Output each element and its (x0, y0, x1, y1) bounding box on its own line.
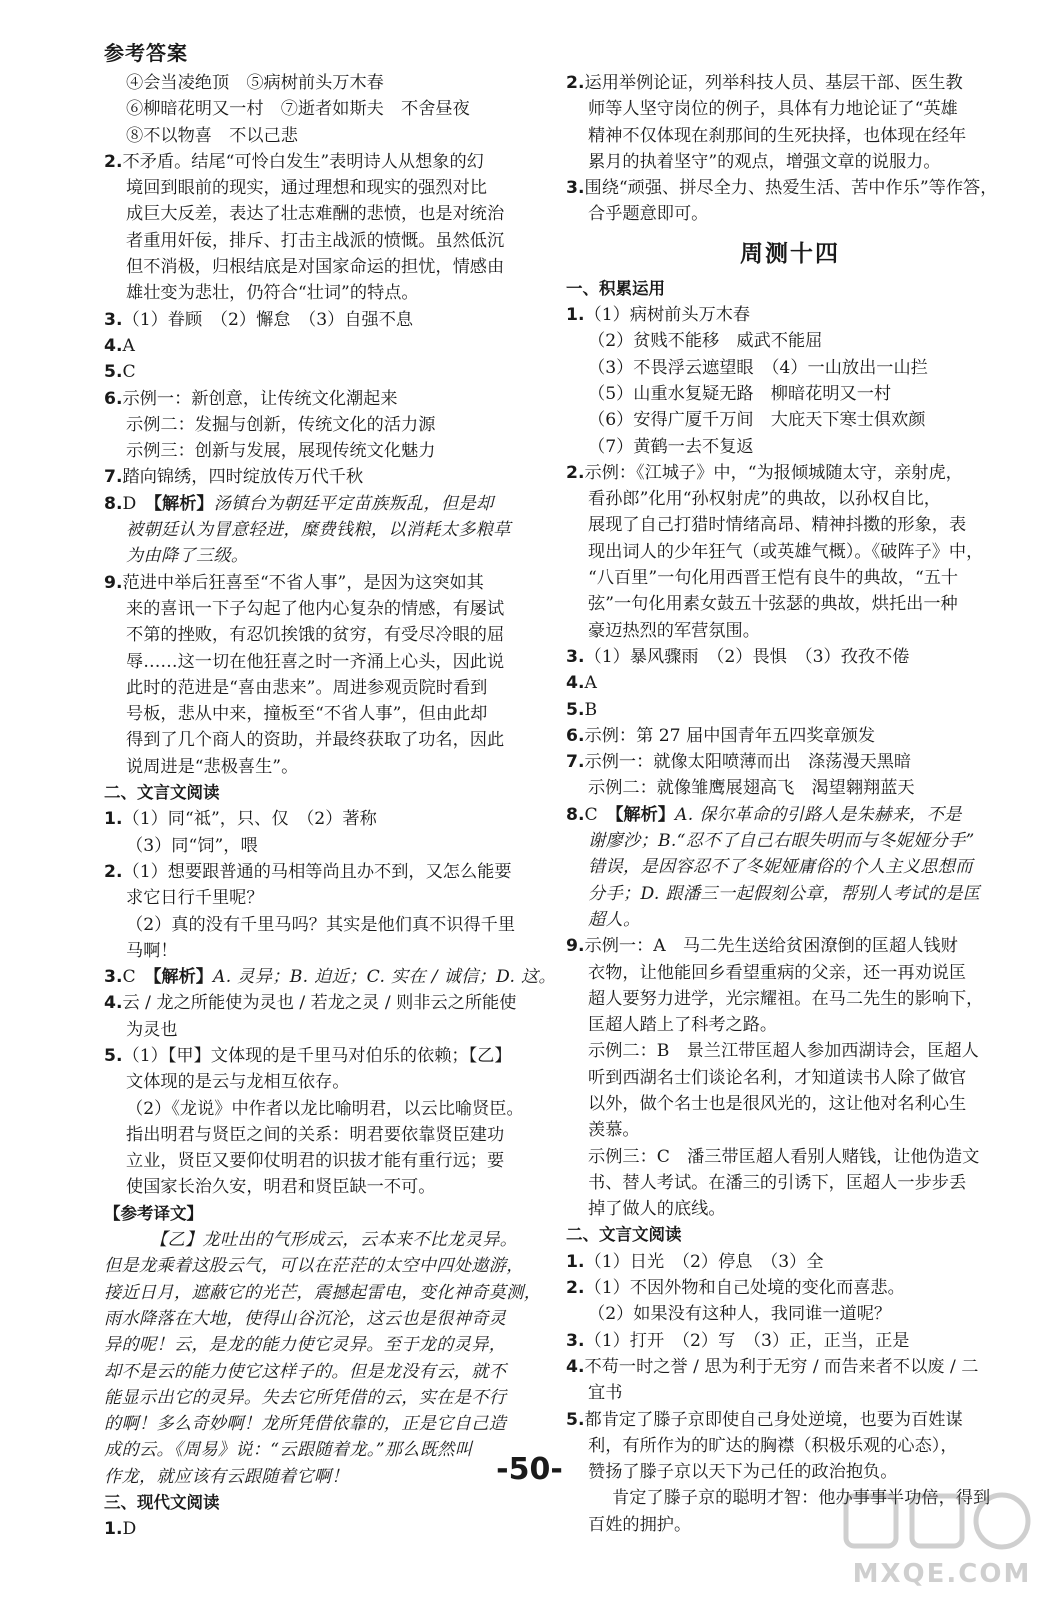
answer-text: 境回到眼前的现实，通过理想和现实的强烈对比 (126, 178, 487, 199)
text-line (566, 644, 1014, 670)
answer-text: 超人要努力进学，光宗耀祖。在马二先生的影响下， (588, 988, 984, 1009)
italic-note: 能显示出它的灵异。失去它所凭借的云，实在是不行 (104, 1387, 507, 1408)
italic-note: 谢廖沙；B.“忍不了自己右眼失明而与冬妮娅分手” (588, 831, 975, 852)
page-header-title: 参考答案 (104, 41, 188, 65)
text-line (104, 228, 546, 254)
answer-text: 示例二：B 景兰江带匡超人参加西湖诗会，匡超人 (588, 1041, 979, 1062)
section-title: 【参考译文】 (104, 1203, 203, 1223)
question-number: 1. (566, 305, 585, 326)
text-line (104, 570, 546, 596)
text-line (104, 491, 546, 517)
text-line (566, 1328, 1014, 1354)
answer-text: 豪迈热烈的军营氛围。 (588, 620, 760, 641)
text-line (566, 201, 1014, 227)
text-line (104, 1306, 546, 1332)
italic-note: 接近日月，遮蔽它的光芒，震撼起雷电，变化神奇莫测， (104, 1282, 542, 1303)
text-line (566, 1354, 1014, 1380)
text-line (566, 96, 1014, 122)
italic-note: 但是龙乘着这股云气，可以在茫茫的太空中四处遨游， (104, 1256, 524, 1277)
answer-text: 看孙郎”化用“孙权射虎”的典故，以孙权自比， (588, 489, 941, 510)
answer-text: 示例一：新创意，让传统文化潮起来 (122, 388, 398, 409)
italic-note: 成的云。《周易》说：“云跟随着龙。”那么既然叫 (104, 1440, 473, 1461)
answer-text: 说周进是“悲极喜生”。 (126, 756, 299, 777)
answer-text: 范进中举后狂喜至“不省人事”，是因为这突如其 (122, 572, 484, 593)
answer-text: （2）真的没有千里马吗？其实是他们真不识得千里 (126, 914, 516, 935)
text-line (566, 775, 1014, 801)
answer-text: 弦”一句化用素女鼓五十弦瑟的典故，烘托出一种 (588, 594, 958, 615)
text-line (104, 859, 546, 885)
question-number: 4. (566, 673, 585, 694)
text-line (566, 486, 1014, 512)
answer-text: （2）如果没有这种人，我同谁一道呢？ (588, 1304, 892, 1325)
answer-text: 来的喜讯一下子勾起了他内心复杂的情感，有屡试 (126, 598, 505, 619)
section-title: 三、现代文阅读 (104, 1493, 220, 1513)
text-line (566, 960, 1014, 986)
answer-text: 马啊！ (126, 940, 178, 961)
answer-text: A (122, 335, 135, 356)
text-line (566, 1117, 1014, 1143)
answer-text: （1）同“祗”，只、仅 （2）著称 (122, 809, 377, 830)
answer-text: B (584, 699, 598, 720)
question-number: 9. (104, 572, 123, 593)
text-line (104, 1385, 546, 1411)
answer-text: 不第的挫败，有忍饥挨饿的贫穷，有受尽冷眼的屈 (126, 625, 505, 646)
svg-text:MXQE.COM: MXQE.COM (852, 1559, 1032, 1589)
answer-text: C (122, 362, 136, 383)
question-number: 3. (104, 309, 123, 330)
answer-text: （2）贫贱不能移 威武不能屈 (588, 331, 823, 352)
right-column (566, 70, 1014, 1538)
answer-text: （1）不因外物和自己处境的变化而喜悲。 (584, 1278, 905, 1299)
text-line (566, 434, 1014, 460)
answer-text: D (122, 1519, 137, 1540)
text-line (104, 149, 546, 175)
analysis-tag: 【解析】 (614, 804, 675, 825)
text-line (104, 649, 546, 675)
text-line (566, 1091, 1014, 1117)
answer-text: （1）【甲】文体现的是千里马对伯乐的依赖；【乙】 (122, 1045, 512, 1066)
italic-note: 雨水降落在大地，使得山谷沉沦，这云也是很神奇灵 (104, 1308, 507, 1329)
answer-text: 此时的范进是“喜由悲来”。周进参观贡院时看到 (126, 677, 488, 698)
text-line (104, 754, 546, 780)
answer-text: （1）想要跟普通的马相等尚且办不到，又怎么能要 (122, 861, 512, 882)
answer-text: 踏向锦绣，四时绽放传万代千秋 (122, 467, 364, 488)
text-line (104, 1411, 546, 1437)
question-number: 2. (104, 151, 123, 172)
text-line (104, 1516, 546, 1542)
answer-text: C (122, 967, 153, 988)
text-line (104, 201, 546, 227)
question-number: 4. (104, 335, 123, 356)
question-number: 5. (566, 1409, 585, 1430)
section-heading (104, 1490, 546, 1516)
text-line (104, 1148, 546, 1174)
text-line (104, 964, 557, 990)
section-heading (566, 276, 1014, 302)
text-line (104, 675, 546, 701)
text-line (566, 565, 1014, 591)
text-line (566, 1249, 1014, 1275)
text-line (566, 1196, 1014, 1222)
italic-note: 分手；D. 跟潘三一起假刻公章，帮别人考试的是匡 (588, 883, 981, 904)
text-line (566, 1144, 1014, 1170)
answer-text: 示例二：就像雏鹰展翅高飞 渴望翱翔蓝天 (588, 778, 915, 799)
text-line (104, 833, 546, 859)
answer-text: 示例：《江城子》中，“为报倾城随太守，亲射虎， (584, 462, 963, 483)
answer-text: （3）不畏浮云遮望眼 （4）一山放出一山拦 (588, 357, 928, 378)
text-line (104, 1096, 546, 1122)
answer-text: 赞扬了滕子京以天下为己任的政治抱负。 (588, 1462, 898, 1483)
text-line (104, 1332, 546, 1358)
italic-note: 汤镇台为朝廷平定苗族叛乱，但是却 (213, 493, 494, 514)
answer-text: 展现了自己打猎时情绪高昂、精神抖擞的形象，表 (588, 515, 967, 536)
answer-text: （1）眷顾 （2）懈怠 （3）自强不息 (122, 309, 414, 330)
question-number: 3. (104, 967, 123, 988)
week-test-title: 周测十四 (740, 240, 840, 267)
text-line (104, 596, 546, 622)
answer-text: （1）日光 （2）停息 （3）全 (584, 1251, 824, 1272)
right-column-body (566, 276, 1014, 1538)
answer-text: 示例二：发掘与创新，传统文化的活力源 (126, 414, 436, 435)
answer-text: 掉了做人的底线。 (588, 1199, 726, 1220)
italic-note: 超人。 (588, 909, 641, 930)
text-line (566, 123, 1014, 149)
question-number: 3. (566, 178, 585, 199)
question-number: 4. (566, 1356, 585, 1377)
text-line (566, 1065, 1014, 1091)
question-number: 7. (566, 752, 585, 773)
answer-text: 云 / 龙之所能使为灵也 / 若龙之灵 / 则非云之所能使 (122, 993, 517, 1014)
answer-text: 运用举例论证，列举科技人员、基层干部、医生教 (584, 73, 963, 93)
answer-text: （6）安得广厦千万间 大庇天下寒士俱欢颜 (588, 410, 926, 431)
text-line (566, 1038, 1014, 1064)
question-number: 2. (566, 1278, 585, 1299)
text-line (104, 280, 546, 306)
answer-text: 都肯定了滕子京即使自己身处逆境，也要为百姓谋 (584, 1409, 963, 1430)
text-line (104, 701, 546, 727)
section-heading (104, 1201, 546, 1227)
question-number: 8. (566, 804, 585, 825)
answer-text: （5）山重水复疑无路 柳暗花明又一村 (588, 383, 892, 404)
text-line (104, 1043, 546, 1069)
question-number: 2. (104, 861, 123, 882)
answer-text: 示例：第 27 届中国青年五四奖章颁发 (584, 725, 876, 746)
answer-text: ⑧不以物喜 不以己悲 (126, 125, 298, 146)
question-number: 2. (566, 73, 585, 93)
answer-text: 宜书 (588, 1383, 623, 1404)
text-line (104, 1174, 546, 1200)
answer-text: （1）病树前头万木春 (584, 305, 751, 326)
text-line (566, 1012, 1014, 1038)
answer-text: （1）暴风骤雨 （2）畏惧 （3）孜孜不倦 (584, 646, 910, 667)
text-line (566, 881, 1014, 907)
answer-text: 合乎题意即可。 (588, 204, 709, 225)
text-line (566, 460, 1014, 486)
text-line (104, 307, 546, 333)
answer-text: 得到了几个商人的资助，并最终获取了功名，因此 (126, 730, 505, 751)
text-line (104, 885, 546, 911)
question-number: 1. (104, 809, 123, 830)
answer-text: 辱……这一切在他狂喜之时一齐涌上心头，因此说 (126, 651, 505, 672)
answer-text: ④会当凌绝顶 ⑤病树前头万木春 (126, 73, 384, 93)
analysis-tag: 【解析】 (153, 493, 214, 514)
answer-text: 使国家长治久安，明君和贤臣缺一不可。 (126, 1177, 436, 1198)
text-line (104, 806, 546, 832)
answer-text: 示例三：创新与发展，展现传统文化魅力 (126, 441, 436, 462)
question-number: 6. (104, 388, 123, 409)
italic-note: A. 保尔革命的引路人是朱赫来，不是 (675, 804, 962, 825)
text-line (566, 1170, 1014, 1196)
question-number: 1. (104, 1519, 123, 1540)
question-number: 4. (104, 993, 123, 1014)
question-number: 9. (566, 936, 585, 957)
text-line (566, 986, 1014, 1012)
answer-text: 围绕“顽强、拼尽全力、热爱生活、苦中作乐”等作答， (584, 178, 998, 199)
question-number: 5. (104, 1045, 123, 1066)
text-line (566, 670, 1014, 696)
text-line (104, 96, 546, 122)
answer-text: （3）同“饲”，喂 (126, 835, 258, 856)
text-line (104, 1359, 546, 1385)
answer-text: 文体现的是云与龙相互依存。 (126, 1072, 350, 1093)
text-line (104, 727, 546, 753)
answer-text: 书、替人考试。在潘三的引诱下，匡超人一步步丢 (588, 1172, 967, 1193)
answer-text: 听到西湖名士们谈论名利，才知道读书人除了做官 (588, 1067, 967, 1088)
section-heading (566, 1222, 1014, 1248)
text-line (566, 1301, 1014, 1327)
text-line (566, 802, 1014, 828)
question-number: 7. (104, 467, 123, 488)
text-line (566, 591, 1014, 617)
text-line (104, 1069, 546, 1095)
answer-text: 利，有所作为的旷达的胸襟（积极乐观的心态）， (588, 1435, 958, 1456)
answer-text: 累月的执着坚守”的观点，增强文章的说服力。 (588, 151, 941, 172)
section-title: 二、文言文阅读 (566, 1225, 682, 1245)
text-line (566, 723, 1014, 749)
analysis-tag: 【解析】 (152, 967, 213, 988)
italic-note: 异的呢！云，是龙的能力使它灵异。至于龙的灵异， (104, 1335, 507, 1356)
text-line (104, 1280, 546, 1306)
text-line (104, 464, 546, 490)
text-line (566, 618, 1014, 644)
text-line (566, 539, 1014, 565)
text-line (566, 512, 1014, 538)
answer-text: 示例三：C 潘三带匡超人看别人赌钱，让他伪造文 (588, 1146, 980, 1167)
text-line (104, 359, 546, 385)
text-line (104, 70, 546, 96)
question-number: 2. (566, 462, 585, 483)
answer-text: 但不消极，归根结底是对国家命运的担忧，情感由 (126, 257, 505, 278)
text-line (104, 938, 546, 964)
italic-note: 为由降了三级。 (126, 546, 249, 567)
text-line (104, 254, 546, 280)
text-line (566, 828, 1014, 854)
question-number: 6. (566, 725, 585, 746)
text-line (104, 412, 546, 438)
text-line (566, 302, 1014, 328)
text-line (566, 933, 1014, 959)
right-column-top (566, 70, 1014, 228)
section-title: 二、文言文阅读 (104, 783, 220, 803)
page-number: -50- (496, 1452, 563, 1487)
text-line (566, 1380, 1014, 1406)
text-line (566, 407, 1014, 433)
question-number: 8. (104, 493, 123, 514)
text-line (104, 386, 546, 412)
text-line (104, 333, 546, 359)
question-number: 3. (566, 646, 585, 667)
text-line (566, 70, 1014, 96)
answer-text: 不矛盾。结尾“可怜白发生”表明诗人从想象的幻 (122, 151, 484, 172)
answer-text: （1）打开 （2）写 （3）正，正当，正是 (584, 1330, 910, 1351)
text-line (566, 1407, 1014, 1433)
answer-text: （7）黄鹤一去不复返 (588, 436, 754, 457)
answer-text: 立业，贤臣又要仰仗明君的识拔才能有重行远；要 (126, 1151, 505, 1172)
text-line (566, 381, 1014, 407)
text-line (104, 1017, 546, 1043)
text-line (104, 543, 546, 569)
text-line (566, 149, 1014, 175)
text-line (566, 328, 1014, 354)
italic-note: 【乙】龙吐出的气形成云，云本来不比龙灵异。 (150, 1230, 518, 1251)
answer-text: 为灵也 (126, 1019, 178, 1040)
watermark-logo (842, 1490, 1042, 1590)
answer-text: 成巨大反差，表达了壮志难酬的悲愤，也是对统治 (126, 204, 505, 225)
italic-note: 错误，是因容忍不了冬妮娅庸俗的个人主义思想而 (588, 857, 973, 878)
text-line (566, 749, 1014, 775)
answer-text: 指出明君与贤臣之间的关系：明君要依靠贤臣建功 (126, 1124, 505, 1145)
question-number: 5. (566, 699, 585, 720)
answer-text: 不苟一时之誉 / 思为利于无穷 / 而告来者不以废 / 二 (584, 1356, 979, 1377)
question-number: 3. (566, 1330, 585, 1351)
answer-text: 羡慕。 (588, 1120, 640, 1141)
text-line (104, 1227, 546, 1253)
answer-text: 雄壮变为悲壮，仍符合“壮词”的特点。 (126, 283, 419, 304)
text-line (566, 854, 1014, 880)
text-line (566, 907, 1014, 933)
text-line (566, 1275, 1014, 1301)
text-line (104, 438, 546, 464)
text-line (104, 912, 546, 938)
italic-note: 却不是云的能力使它这样子的。但是龙没有云，就不 (104, 1361, 507, 1382)
text-line (104, 1253, 546, 1279)
answer-text: A (584, 673, 597, 694)
text-line (104, 123, 546, 149)
answer-text: 以外，做个名士也是很风光的，这让他对名利心生 (588, 1093, 967, 1114)
section-title: 一、积累运用 (566, 278, 665, 298)
answer-text: C (584, 804, 615, 825)
italic-note: 的啊！多么奇妙啊！龙所凭借依靠的，正是它自己造 (104, 1414, 507, 1435)
text-line (104, 1122, 546, 1148)
question-number: 1. (566, 1251, 585, 1272)
text-line (104, 622, 546, 648)
answer-text: “八百里”一句化用西晋王恺有良牛的典故，“五十 (588, 568, 959, 589)
answer-text: 求它日行千里呢？ (126, 888, 264, 909)
italic-note: A. 灵异；B. 迫近；C. 实在 / 诚信；D. 这。 (213, 967, 557, 988)
answer-text: 现出词人的少年狂气（或英雄气概）。《破阵子》中， (588, 541, 984, 562)
answer-text: 肯定了滕子京的聪明才智：他办事事半功倍，得到 (612, 1488, 991, 1509)
text-line (104, 517, 546, 543)
text-line (566, 697, 1014, 723)
italic-note: 作龙，就应该有云跟随着它啊！ (104, 1466, 349, 1487)
left-column (104, 70, 557, 1543)
answer-text: 衣物，让他能回乡看望重病的父亲，还一再劝说匡 (588, 962, 967, 983)
italic-note: 被朝廷认为冒意轻进，糜费钱粮，以消耗太多粮草 (126, 520, 511, 541)
question-number: 5. (104, 362, 123, 383)
answer-text: 师等人坚守岗位的例子，具体有力地论证了“英雄 (588, 99, 958, 120)
answer-text: 示例一：就像太阳喷薄而出 涤荡漫天黑暗 (584, 752, 912, 773)
text-line (104, 175, 546, 201)
answer-text: D (122, 493, 154, 514)
answer-text: 者重用奸佞，排斥、打击主战派的愤慨。虽然低沉 (126, 230, 505, 251)
text-line (566, 355, 1014, 381)
answer-text: 精神不仅体现在刹那间的生死抉择，也体现在经年 (588, 125, 967, 146)
answer-text: 示例一：A 马二先生送给贫困潦倒的匡超人钱财 (584, 936, 958, 957)
answer-text: （2）《龙说》中作者以龙比喻明君，以云比喻贤臣。 (126, 1098, 524, 1119)
section-heading (104, 780, 546, 806)
answer-text: 号板，悲从中来，撞板至“不省人事”，但由此却 (126, 704, 488, 725)
answer-text: ⑥柳暗花明又一村 ⑦逝者如斯夫 不舍昼夜 (126, 99, 470, 120)
answer-text: 匡超人踏上了科考之路。 (588, 1015, 778, 1036)
text-line (566, 175, 1014, 201)
text-line (104, 990, 546, 1016)
answer-text: 百姓的拥护。 (588, 1514, 692, 1535)
